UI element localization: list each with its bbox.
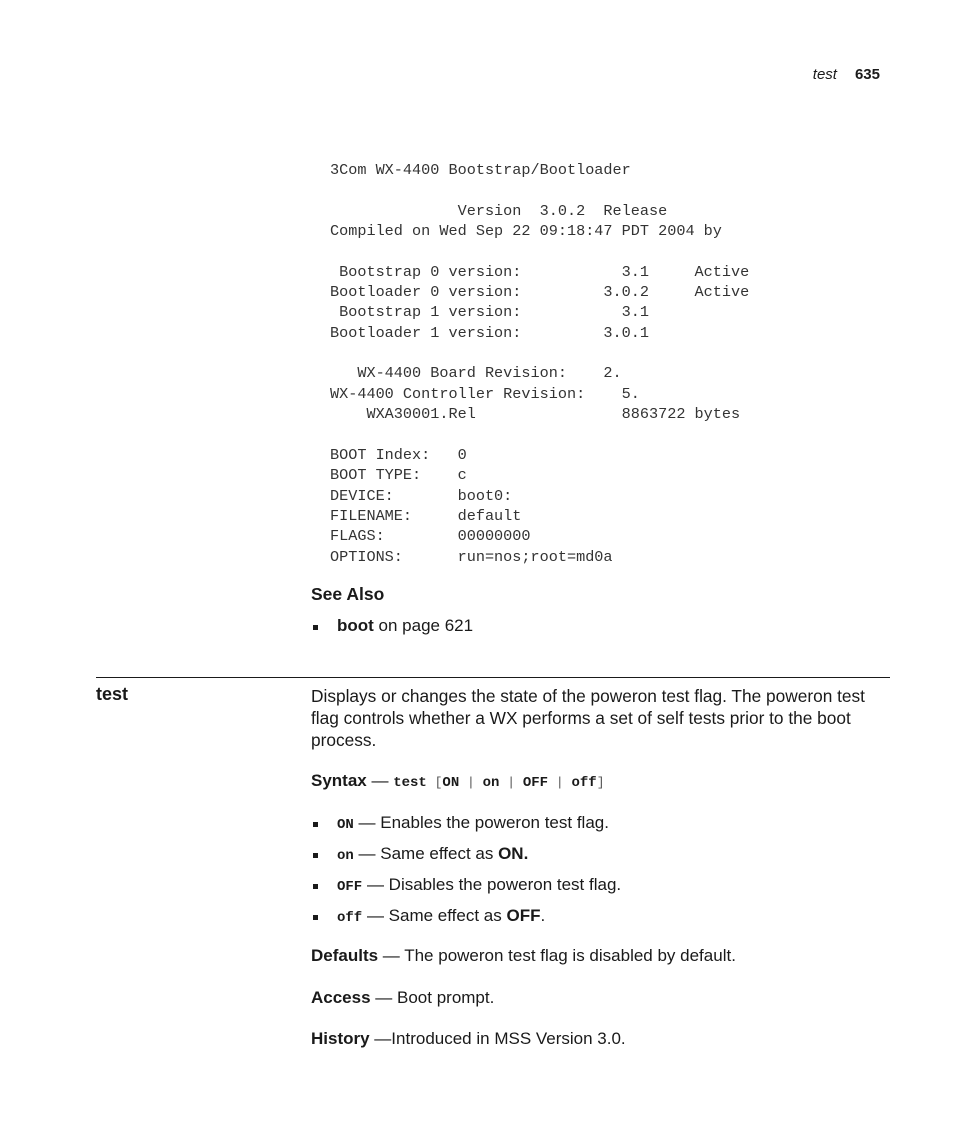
bullet-icon xyxy=(313,822,318,827)
running-header-section: test xyxy=(812,66,837,83)
syntax-opt-off-upper: OFF xyxy=(522,775,549,791)
option-text: — Same effect as xyxy=(353,844,499,863)
syntax-line xyxy=(311,771,605,791)
see-also-link[interactable]: boot xyxy=(337,616,374,635)
syntax-command: test xyxy=(393,775,427,791)
option-text: — Disables the poweron test flag. xyxy=(362,875,622,894)
syntax-bracket-open: [ xyxy=(426,775,443,790)
page-number: 635 xyxy=(854,66,880,83)
defaults-label: Defaults xyxy=(311,946,379,965)
page-header xyxy=(813,66,880,83)
syntax-separator: | xyxy=(499,775,523,790)
see-also-heading: See Also xyxy=(311,584,385,604)
bullet-icon xyxy=(313,853,318,858)
syntax-bracket-close: ] xyxy=(596,775,605,790)
syntax-separator: | xyxy=(548,775,572,790)
syntax-opt-on-upper: ON xyxy=(442,775,460,791)
access-text: — Boot prompt. xyxy=(370,988,495,1007)
access-label: Access xyxy=(311,988,371,1007)
history-label: History xyxy=(311,1029,370,1048)
option-ref: ON. xyxy=(498,844,529,863)
syntax-dash: — xyxy=(366,771,394,790)
option-code: ON xyxy=(337,817,354,833)
section-divider xyxy=(96,677,890,678)
option-code: off xyxy=(337,910,363,926)
syntax-label: Syntax xyxy=(311,771,367,790)
bullet-icon xyxy=(313,625,318,630)
history-text: —Introduced in MSS Version 3.0. xyxy=(369,1029,626,1048)
syntax-opt-off-lower: off xyxy=(571,775,597,791)
option-text: — Enables the poweron test flag. xyxy=(353,813,609,832)
command-heading: test xyxy=(96,684,129,704)
command-description: Displays or changes the state of the poweron test flag. The poweron test flag controls whether a WX performs a set of self tests prior to the boot process. xyxy=(311,686,865,750)
syntax-opt-on-lower: on xyxy=(482,775,500,791)
access-line xyxy=(311,988,494,1008)
boot-output-code-block: 3Com WX-4400 Bootstrap/Bootloader Version 3.0.2 Release Compiled on Wed Sep 22 09:18:47 PDT 2004 by Bootstrap 0 version: 3.1 Active Bootloader 0 version: 3.0.2 Active Bootstrap 1 version: 3.1 Bootloader 1 version: 3.0.1 WX-4400 Board Revision: 2. WX-4400 Controller Revision: 5. WXA30001.Rel 8863722 bytes BOOT Index: 0 BOOT TYPE: c DEVICE: boot0: FILENAME: default FLAGS: 00000000 OPTIONS: run=nos;root=md0a xyxy=(330,161,750,566)
bullet-icon xyxy=(313,915,318,920)
syntax-separator: | xyxy=(459,775,483,790)
history-line xyxy=(311,1029,626,1049)
see-also-page-ref: on page 621 xyxy=(373,616,474,635)
defaults-text: — The poweron test flag is disabled by default. xyxy=(378,946,736,965)
option-ref: OFF xyxy=(506,906,541,925)
defaults-line xyxy=(311,946,736,966)
option-tail: . xyxy=(540,906,546,925)
bullet-icon xyxy=(313,884,318,889)
option-code: OFF xyxy=(337,879,363,895)
option-text: — Same effect as xyxy=(362,906,507,925)
option-code: on xyxy=(337,848,354,864)
